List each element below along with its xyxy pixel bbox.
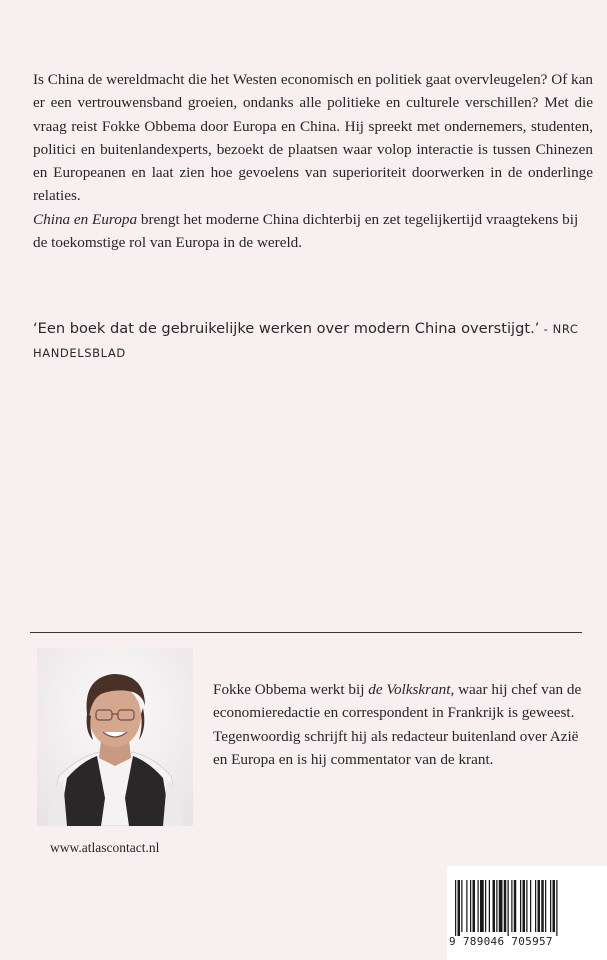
barcode-bar: [489, 880, 490, 932]
blurb-paragraph: [33, 68, 593, 208]
barcode-bar: [526, 880, 527, 932]
barcode-bar: [553, 880, 556, 932]
isbn-barcode: [447, 866, 607, 960]
blurb-paragraph-2: [33, 208, 593, 255]
barcode-bar: [461, 880, 462, 932]
barcode-bar: [556, 880, 557, 936]
barcode-bar: [504, 880, 507, 932]
isbn-number: 9 789046 705957: [449, 935, 553, 948]
barcode-bar: [485, 880, 486, 932]
review-quote: [33, 317, 593, 365]
barcode-bar: [508, 880, 509, 936]
barcode-bar: [466, 880, 467, 932]
section-divider: [30, 632, 582, 633]
barcode-bar: [520, 880, 521, 932]
barcode-bar: [541, 880, 544, 932]
barcode-bar: [493, 880, 496, 932]
barcode-bar: [455, 880, 456, 936]
barcode-bar: [496, 880, 497, 932]
author-bio: [213, 678, 585, 771]
bio-paragraph: [213, 678, 585, 771]
bio-text-start: Fokke Obbema werkt bij: [213, 681, 369, 698]
blurb-text-2: brengt het moderne China dichterbij en zet tegelijkertijd vraagtekens bij de toekomstige rol van Europa in de wereld.: [33, 210, 579, 252]
barcode-bar: [499, 880, 503, 932]
barcode-bar: [538, 880, 541, 932]
barcode-bar: [535, 880, 536, 932]
barcode-bar: [514, 880, 517, 932]
barcode-bar: [523, 880, 526, 932]
bio-text-rest: , waar hij chef van de economieredactie en correspondent in Frankrijk is geweest. Tegenwoordig schrijft hij als redacteur buitenland over Azië en Europa en is hij commentator van de krant.: [213, 681, 582, 768]
barcode-bar: [458, 880, 461, 936]
blurb-text: Is China de wereldmacht die het Westen economisch en politiek gaat overvleugelen? Of kan er een vertrouwensband groeien, ondanks alle politieke en culturele verschillen? Met die vraag reist Fokke Obbema door Europa en China. Hij spreekt met ondernemers, studenten, politici en buitenlandexperts, bezoekt de plaatsen waar volop interactie is tussen Chinezen en Europeanen en laat zien hoe gevoelens van superioriteit doorwerken in de onderlinge relaties.: [33, 71, 593, 205]
barcode-bar: [480, 880, 484, 932]
quote-text: ‘Een boek dat de gebruikelijke werken over modern China overstijgt.’: [33, 320, 540, 337]
barcode-bar: [550, 880, 551, 932]
author-photo: [37, 648, 193, 826]
barcode-bar: [511, 880, 512, 932]
newspaper-name: de Volkskrant: [368, 681, 451, 698]
barcode-bar: [478, 880, 479, 932]
book-blurb: [33, 68, 593, 254]
barcode-bar: [530, 880, 531, 932]
quote-source: - NRC HANDELSBLAD: [33, 322, 579, 360]
publisher-website[interactable]: www.atlascontact.nl: [50, 840, 160, 855]
author-portrait-image: [37, 648, 193, 826]
barcode-bar: [473, 880, 476, 932]
book-title-inline: China en Europa: [33, 210, 138, 228]
barcode-bar: [470, 880, 471, 932]
barcode-bar: [545, 880, 546, 932]
barcode-bars: [455, 880, 603, 936]
